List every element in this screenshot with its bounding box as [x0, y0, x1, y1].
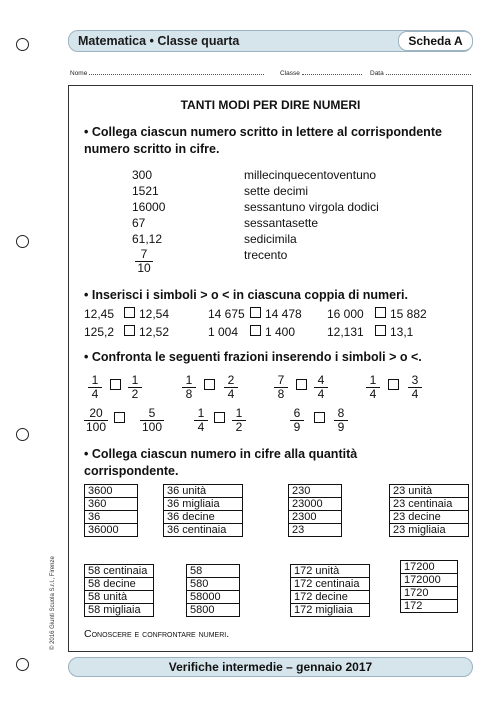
- ex4-cell[interactable]: 23 migliaia: [390, 524, 469, 537]
- ex3-fraction-b: $\frac{8}{9}$: [334, 407, 348, 434]
- ex4-cell[interactable]: 23: [289, 524, 342, 537]
- ex3-fraction-a: $\frac{6}{9}$: [290, 407, 304, 434]
- ex1-left-item[interactable]: 61,12: [132, 232, 163, 246]
- ex2-pair-a: 12,45: [84, 307, 115, 321]
- ex2-answer-box[interactable]: [124, 325, 135, 336]
- learning-goal: Conoscere e confrontare numeri.: [84, 628, 230, 640]
- ex3-answer-box[interactable]: [114, 412, 125, 423]
- ex3-instruction: • Confronta le seguenti frazioni inserendo i simboli > o <.: [84, 350, 422, 364]
- binder-hole-3: [16, 428, 29, 441]
- ex4-cell[interactable]: 36 decine: [164, 511, 243, 524]
- ex3-answer-box[interactable]: [388, 379, 399, 390]
- ex2-answer-box[interactable]: [375, 325, 386, 336]
- ex1-right-item[interactable]: millecinquecentoventuno: [244, 168, 377, 182]
- class-label: Classe: [280, 70, 300, 77]
- ex4-cell[interactable]: 2300: [289, 511, 342, 524]
- ex4-cell[interactable]: 172: [401, 600, 458, 613]
- ex1-left-item[interactable]: 300: [132, 168, 153, 182]
- ex4-cell[interactable]: 172 decine: [291, 591, 370, 604]
- binder-hole-2: [16, 235, 29, 248]
- ex2-pair-b: 1 400: [265, 325, 296, 339]
- ex1-right-item[interactable]: sessantuno virgola dodici: [244, 200, 379, 214]
- ex3-fraction-a: $\frac{1}{8}$: [182, 374, 196, 401]
- ex4-cell[interactable]: 58000: [187, 591, 240, 604]
- ex4-table-2c: [290, 564, 370, 617]
- ex4-instruction: • Collega ciascun numero in cifre alla quantità corrispondente.: [84, 447, 358, 478]
- ex3-fraction-a: $\frac{7}{8}$: [274, 374, 288, 401]
- ex2-pair-a: 12,131: [327, 325, 364, 339]
- ex4-cell[interactable]: 58 decine: [85, 578, 154, 591]
- ex4-cell[interactable]: 58 migliaia: [85, 604, 154, 617]
- ex3-answer-box[interactable]: [296, 379, 307, 390]
- ex2-instruction: • Inserisci i simboli > o < in ciascuna coppia di numeri.: [84, 288, 408, 302]
- date-label: Data: [370, 70, 384, 77]
- ex2-pair-a: 16 000: [327, 307, 364, 321]
- ex1-right-item[interactable]: sette decimi: [244, 184, 309, 198]
- ex4-cell[interactable]: 360: [85, 498, 138, 511]
- ex4-table-1a: [84, 484, 138, 537]
- ex1-right-item[interactable]: trecento: [244, 248, 288, 262]
- ex3-fraction-a: $\frac{1}{4}$: [194, 407, 208, 434]
- ex4-cell[interactable]: 17200: [401, 561, 458, 574]
- ex4-table-2a: [84, 564, 154, 617]
- ex2-answer-box[interactable]: [375, 307, 386, 318]
- ex2-pair-b: 14 478: [265, 307, 302, 321]
- name-field[interactable]: [70, 68, 264, 77]
- ex4-cell[interactable]: 23 decine: [390, 511, 469, 524]
- ex2-answer-box[interactable]: [124, 307, 135, 318]
- ex1-right-item[interactable]: sedicimila: [244, 232, 297, 246]
- ex2-answer-box[interactable]: [250, 325, 261, 336]
- ex4-cell[interactable]: 5800: [187, 604, 240, 617]
- ex4-table-1b: [163, 484, 243, 537]
- ex2-pair-b: 12,54: [139, 307, 170, 321]
- ex4-cell[interactable]: 230: [289, 485, 342, 498]
- ex1-left-item[interactable]: 16000: [132, 200, 166, 214]
- ex3-fraction-b: $\frac{3}{4}$: [408, 374, 422, 401]
- ex4-cell[interactable]: 172 centinaia: [291, 578, 370, 591]
- ex3-fraction-a: $\frac{20}{100}$: [85, 406, 107, 434]
- name-label: Nome: [70, 70, 88, 77]
- ex4-table-1c: [288, 484, 342, 537]
- ex4-cell[interactable]: 58 centinaia: [85, 565, 154, 578]
- header-subject: Matematica • Classe quarta: [78, 34, 240, 48]
- ex2-pair-b: 12,52: [139, 325, 170, 339]
- ex1-left-fraction[interactable]: $\frac{7}{10}$: [135, 248, 153, 275]
- ex2-pair-b: 15 882: [390, 307, 427, 321]
- ex1-right-column: [244, 167, 379, 263]
- ex3-answer-box[interactable]: [110, 379, 121, 390]
- ex2-answer-box[interactable]: [250, 307, 261, 318]
- ex4-cell[interactable]: 36 migliaia: [164, 498, 243, 511]
- ex3-fraction-b: $\frac{1}{2}$: [128, 374, 142, 401]
- class-field[interactable]: [280, 68, 362, 77]
- ex4-cell[interactable]: 172 unità: [291, 565, 370, 578]
- ex4-cell[interactable]: 58: [187, 565, 240, 578]
- ex1-left-column: [132, 167, 165, 247]
- ex2-pair-a: 1 004: [208, 325, 239, 339]
- date-field[interactable]: [370, 68, 471, 77]
- footer-bar: Verifiche intermedie – gennaio 2017: [68, 657, 473, 677]
- ex2-pair-a: 14 675: [208, 307, 245, 321]
- ex4-table-2d: [400, 560, 458, 613]
- ex4-cell[interactable]: 172000: [401, 574, 458, 587]
- copyright-note: © 2016 Giunti Scuola S.r.l., Firenze: [50, 556, 56, 650]
- ex3-answer-box[interactable]: [214, 412, 225, 423]
- binder-hole-1: [16, 38, 29, 51]
- ex2-pair-b: 13,1: [390, 325, 414, 339]
- ex3-fraction-b: $\frac{1}{2}$: [232, 407, 246, 434]
- ex4-cell[interactable]: 580: [187, 578, 240, 591]
- ex3-fraction-b: $\frac{2}{4}$: [224, 374, 238, 401]
- ex4-cell[interactable]: 172 migliaia: [291, 604, 370, 617]
- ex1-instruction: • Collega ciascun numero scritto in lettere al corrispondente numero scritto in cifre.: [84, 125, 442, 156]
- ex3-fraction-a: $\frac{1}{4}$: [366, 374, 380, 401]
- ex4-cell[interactable]: 23 centinaia: [390, 498, 469, 511]
- binder-hole-4: [16, 658, 29, 671]
- ex1-left-item[interactable]: 1521: [132, 184, 159, 198]
- ex4-cell[interactable]: 1720: [401, 587, 458, 600]
- ex4-cell[interactable]: 36: [85, 511, 138, 524]
- ex4-cell[interactable]: 36 unità: [164, 485, 243, 498]
- ex2-pair-a: 125,2: [84, 325, 115, 339]
- ex4-cell[interactable]: 23 unità: [390, 485, 469, 498]
- ex3-fraction-a: $\frac{1}{4}$: [88, 374, 102, 401]
- ex4-cell[interactable]: 36000: [85, 524, 138, 537]
- ex3-answer-box[interactable]: [204, 379, 215, 390]
- ex4-table-1d: [389, 484, 469, 537]
- ex3-answer-box[interactable]: [314, 412, 325, 423]
- ex3-fraction-b: $\frac{5}{100}$: [141, 406, 163, 434]
- sheet-label: Scheda A: [398, 31, 473, 51]
- ex4-cell[interactable]: 58 unità: [85, 591, 154, 604]
- ex4-table-2b: [186, 564, 240, 617]
- ex4-cell[interactable]: 36 centinaia: [164, 524, 243, 537]
- ex3-fraction-b: $\frac{4}{4}$: [314, 374, 328, 401]
- ex1-left-item[interactable]: 67: [132, 216, 146, 230]
- ex1-right-item[interactable]: sessantasette: [244, 216, 319, 230]
- worksheet-title: TANTI MODI PER DIRE NUMERI: [180, 98, 361, 112]
- ex4-cell[interactable]: 3600: [85, 485, 138, 498]
- ex4-cell[interactable]: 23000: [289, 498, 342, 511]
